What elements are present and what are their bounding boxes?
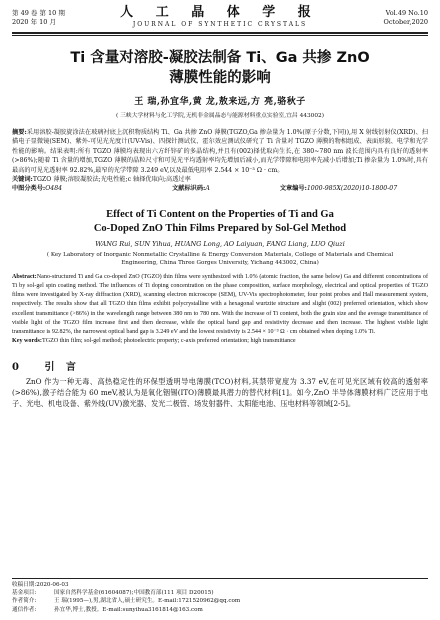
- affiliation-en: ( Key Laboratory of Inorganic Nonmetallic Crystalline & Energy Conversion Materials, College of Materials and Chemical Engineering, China Three Gorges University, Yichang 443002, China): [46, 251, 394, 266]
- clc: [12, 184, 62, 193]
- keywords-en: [12, 337, 428, 346]
- abstract-zh-text: 采用溶胶-凝胶旋涂法在玻璃衬底上沉积物质结构 Ti、Ga 共掺 ZnO 薄膜(TGZO,Ga 掺杂量为 1.0%(原子分数,下同)),用 X 射线衍射仪(XRD)、扫描电子显微镜(SEM)、紫外-可见光光度计(UV-Vis)、四探针测试仪、霍尔效应测试仪研究了 Ti 含量对 TGZO 薄膜的物相组成、表面形貌、电学和光学性能的影响。结果表明:所有 TGZO 薄膜均表现出六方纤锌矿的多晶结构,并且有(002)择优取向生长,在 380~780 nm 波长范围内具有良好的透射率(>86%);随着 Ti 含量的增加,TGZO 薄膜的晶粒尺寸和可见光平均透射率均先增加后减小,而光学带隙和电阻率先减小后增加;Ti 掺杂量为 1.0%时,具有最高的可见光透射率 92.82%,最窄的光学带隙 3.249 eV,以及最低电阻率 2.544 × 10⁻³ Ω · cm。: [12, 129, 428, 174]
- title-en-line-2: Co-Doped ZnO Thin Films Prepared by Sol-Gel Method: [93, 222, 347, 234]
- header-center: [12, 6, 428, 29]
- abstract-en-label: Abstract:: [12, 273, 37, 280]
- abstract-zh-label: 摘要:: [12, 129, 27, 136]
- affiliation-zh: ( 三峡大学材料与化工学院,无机非金属晶态与能源材料重点实验室,宜昌 443002): [116, 113, 324, 119]
- article-no-label: 文章编号:: [279, 185, 307, 193]
- clc-value: O484: [45, 185, 63, 193]
- header-right: [383, 9, 428, 27]
- title-zh-line-1: Ti 含量对溶胶-凝胶法制备 Ti、Ga 共掺 ZnO: [70, 50, 370, 66]
- footnote-value: 国家自然科学基金(61604087);中国教育部(111 项目 D20015): [54, 590, 214, 597]
- title-zh: [12, 48, 428, 88]
- intro-paragraph: ZnO 作为一种无毒、高热稳定性的环保型透明导电薄膜(TCO)材料,其禁带宽度为 3.37 eV,在可见光区域有较高的透射率(>86%),激子结合能为 60 meV,被认为是氧化铟锡(ITO)薄膜最具潜力的替代材料[1]。如今,ZnO 半导体薄膜材料广泛应用于电子、光电、机电设备、紫外线(UV)激光器、发光二极管、场发射器件、太阳能电池、压电材料等领域[2-5]。: [12, 377, 428, 409]
- title-en-line-1: Effect of Ti Content on the Properties of Ti and Ga: [106, 208, 334, 220]
- footnote-key: 作者简介:: [12, 598, 37, 605]
- keywords-zh-text: TGZO 薄膜;溶胶凝胶法;光电性能;c 轴择优取向;高透过率: [32, 176, 191, 184]
- footnotes: [12, 578, 428, 614]
- abstract-en: [12, 273, 428, 337]
- journal-name-en: JOURNAL OF SYNTHETIC CRYSTALS: [132, 21, 308, 28]
- footnote-received: [12, 581, 428, 589]
- title-zh-line-2: 薄膜性能的影响: [169, 70, 271, 86]
- footnote-row: [12, 589, 428, 597]
- keywords-en-label: Key words:: [12, 338, 42, 345]
- footnote-value: 孙宜华,博士,教授。E-mail:sunyihua3161814@163.com: [54, 606, 203, 613]
- article-no-value: 1000-985X(2020)10-1800-07: [306, 185, 398, 193]
- doc-code-label: 文献标识码:: [172, 185, 206, 193]
- footnote-key: 通信作者:: [12, 606, 37, 613]
- journal-header: [12, 6, 428, 34]
- doc-code-value: A: [205, 185, 210, 193]
- keywords-en-text: TGZO thin film; sol-gel method; photoelectric property; c-axis preferred orientation; high transmittance: [41, 338, 296, 345]
- section-heading: [12, 358, 428, 373]
- abstract-zh: [12, 128, 428, 175]
- authors-en: WANG Rui, SUN Yihua, HUANG Long, AO Laiyuan, FANG Liang, LUO Qiuzi: [95, 239, 345, 248]
- doc-code: [172, 184, 210, 193]
- date-zh: 2020 年 10 月: [12, 18, 57, 26]
- authors-zh: 王 瑞,孙宜华,黄 龙,敖来远,方 亮,骆秋子: [134, 97, 306, 107]
- keywords-zh-label: 关键词:: [12, 176, 33, 184]
- article-no: [280, 184, 397, 193]
- footnote-key: 基金项目:: [12, 590, 37, 597]
- clc-label: 中图分类号:: [12, 185, 46, 193]
- abstract-en-text: Nano-structured Ti and Ga co-doped ZnO (TGZO) thin films were synthesized with 1.0% (atomic fraction, the same below) Ga and different concentrations of Ti by sol-gel spin coating method. The influences of Ti doping concentration on the phase composition, surface morphology, electrical and optical properties of TGZO films were investigated by X-ray diffraction (XRD), scanning electron microscope (SEM), UV-Vis spectrophotometer, four point probes and Hall measurement system, respectively. The results show that all TGZO thin films exhibit polycrystalline with a hexagonal wurtzite structure and slight (002) preferred orientation, which show excellent transmittance (>86%) in the wavelength range between 380 nm to 780 nm. With the increase of Ti content, both the grain size and the average transmittance of visible light of the TGZO film increase first and then decrease, while the optical band gap and resistivity decrease and then increase. The highest visible light transmittance is 92.82%, the narrowest optical band gap is 3.249 eV and the lowest resistivity is 2.544 × 10⁻³ Ω · cm obtained when doping 1.0% Ti.: [12, 273, 428, 336]
- journal-name-zh: 人 工 晶 体 学 报: [120, 5, 320, 20]
- date-en: October,2020: [383, 18, 428, 26]
- header-rule: [12, 35, 428, 36]
- section-number: 0: [12, 362, 23, 374]
- section-title: 引 言: [44, 362, 80, 374]
- title-en: [12, 208, 428, 236]
- received-date: 收稿日期:2020-06-03: [12, 581, 69, 588]
- volume-en: Vol.49 No.10: [385, 9, 428, 17]
- volume-zh: 第 49 卷 第 10 期: [12, 9, 65, 17]
- footnote-row: [12, 606, 428, 614]
- footnote-value: 王 瑞(1995—),男,湖北省人,硕士研究生。E-mail:1721520962@qq.com: [54, 598, 241, 605]
- keywords-zh: [12, 175, 428, 184]
- footnote-row: [12, 597, 428, 605]
- classification-line: [12, 184, 428, 193]
